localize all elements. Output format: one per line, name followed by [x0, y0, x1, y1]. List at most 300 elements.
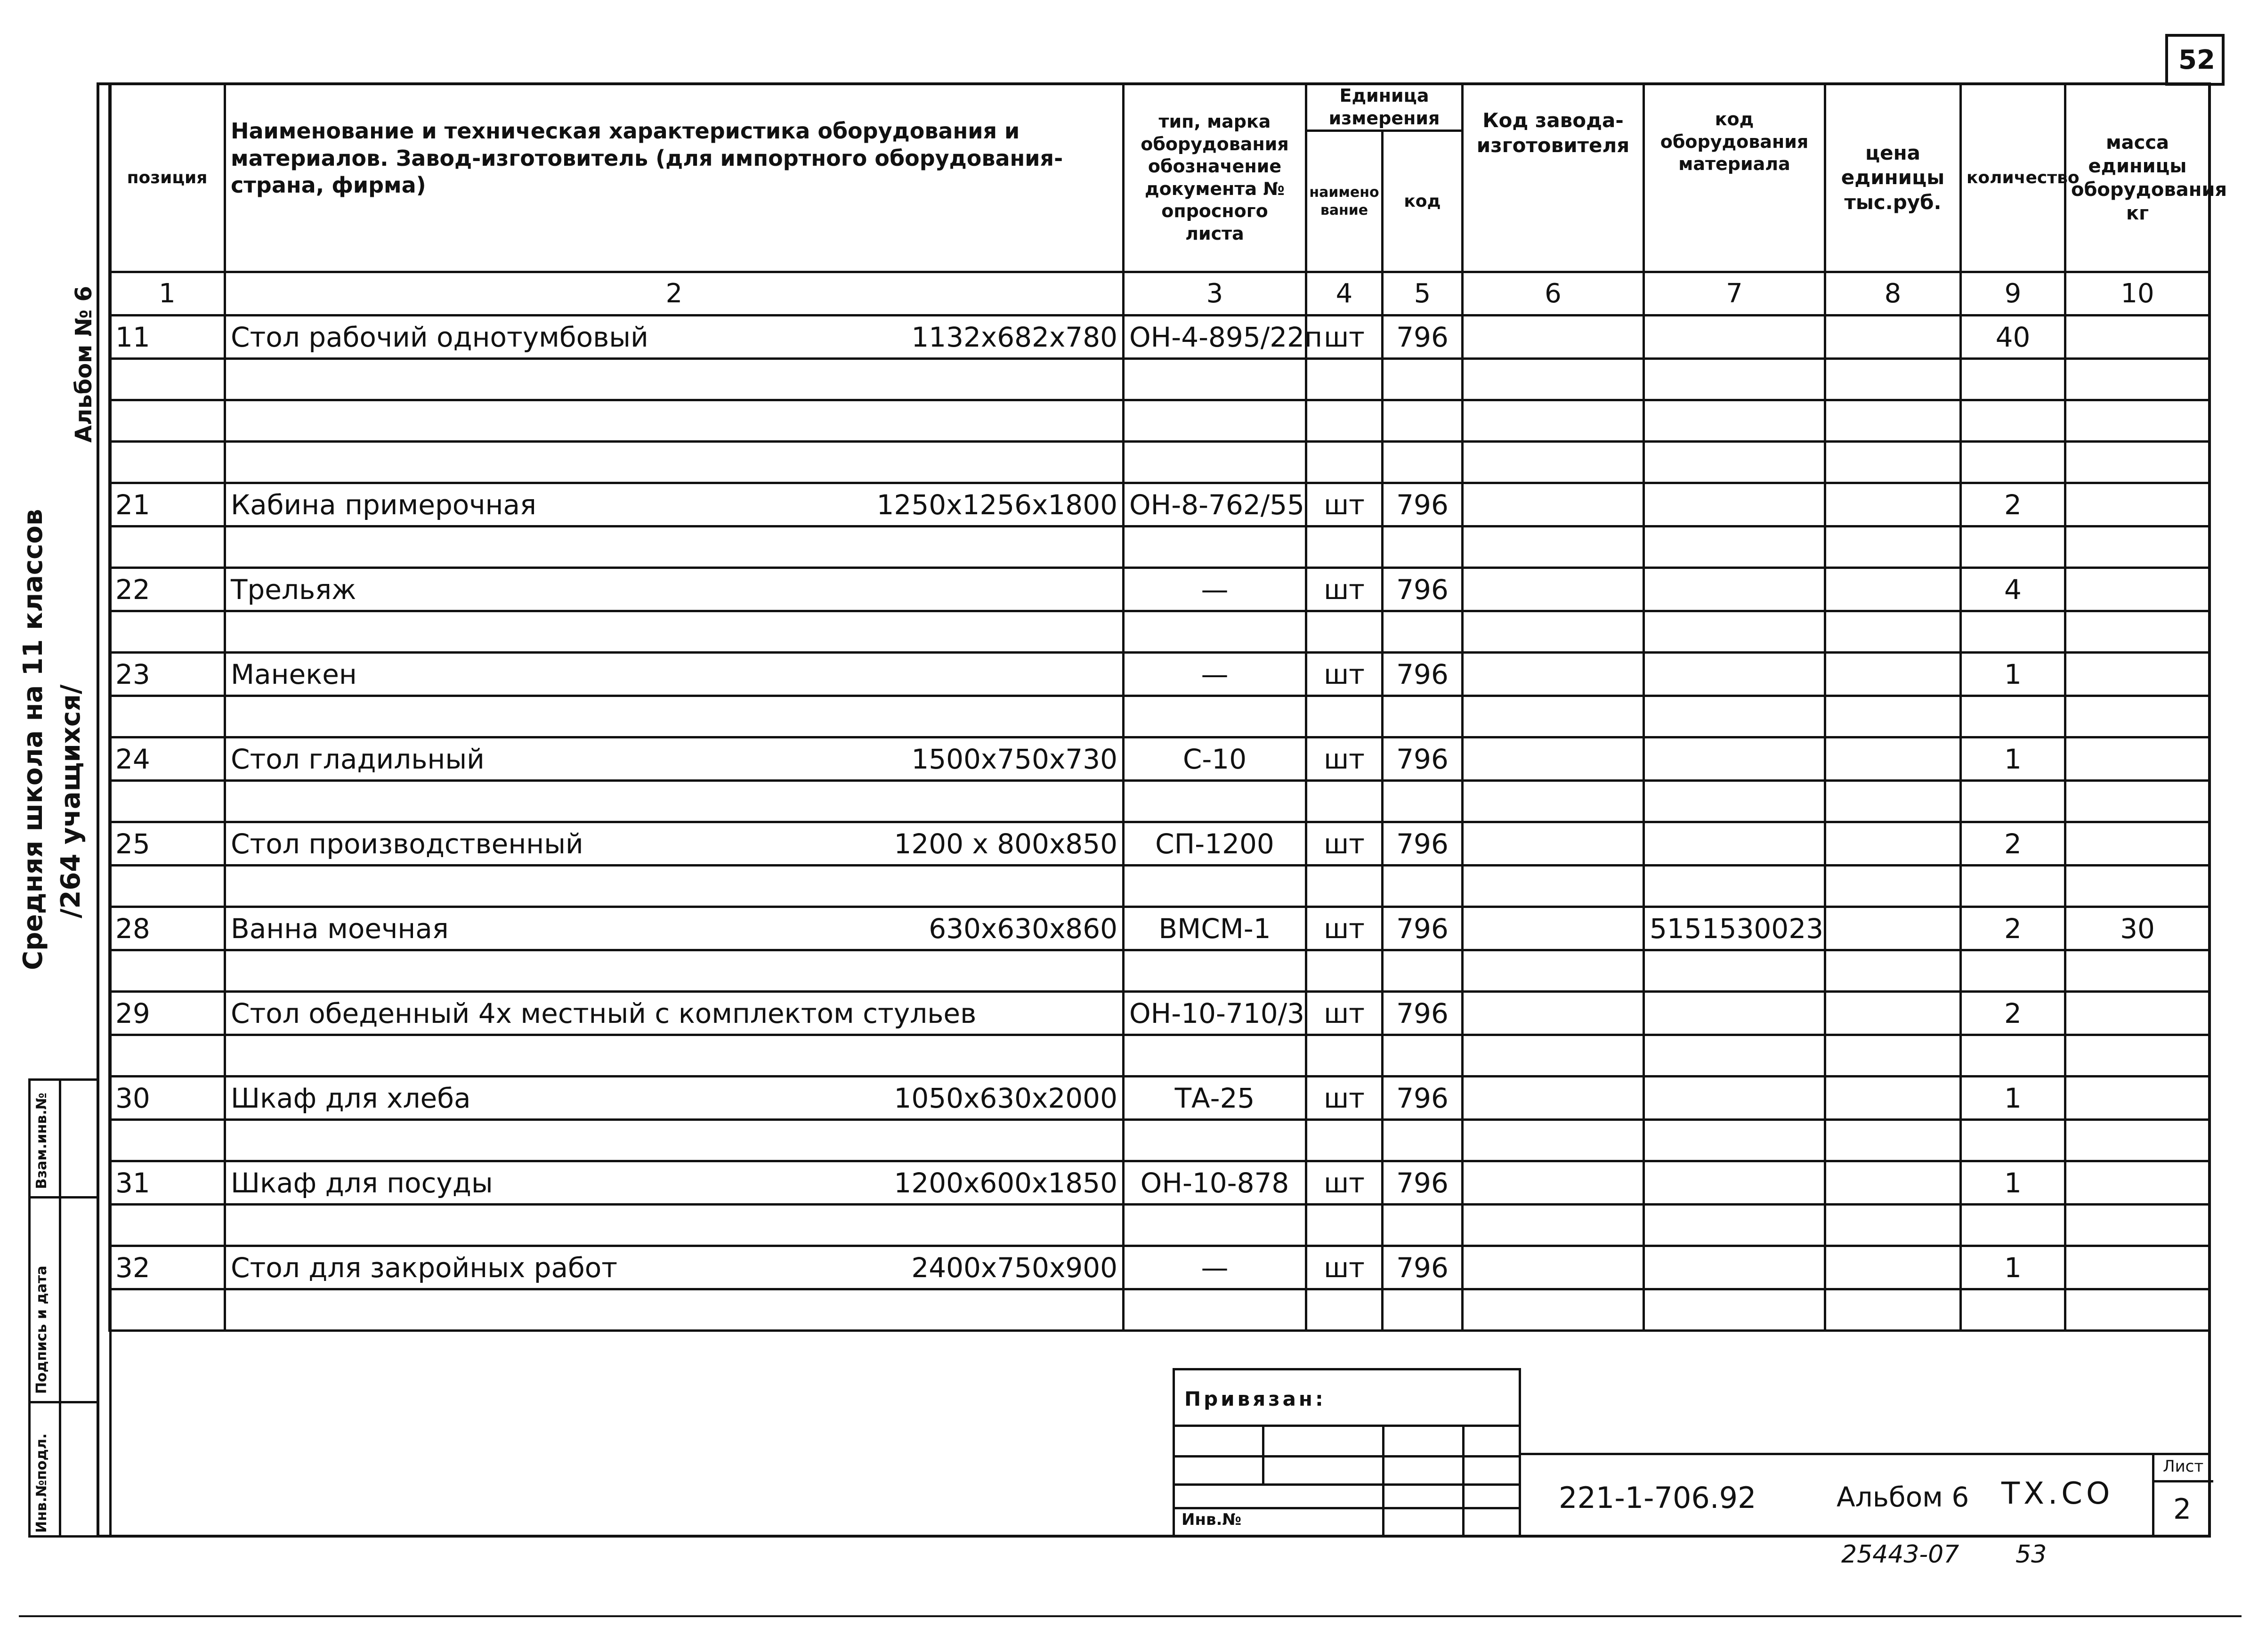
table-row — [110, 483, 2210, 526]
blank-cell — [2065, 611, 2210, 653]
cell-name — [225, 316, 1124, 359]
cell-plant — [1463, 1077, 1644, 1120]
header-unit-code: код — [1383, 131, 1463, 272]
colnum-2: 2 — [225, 272, 1124, 316]
cell-unit: шт — [1306, 737, 1383, 781]
cell-code: 796 — [1383, 568, 1463, 611]
colnum-10: 10 — [2065, 272, 2210, 316]
cell-price — [1825, 653, 1961, 696]
cell-qty: 1 — [1961, 1246, 2065, 1289]
cell-type: ОН-8-762/55 — [1124, 483, 1306, 526]
cell-plant — [1463, 483, 1644, 526]
blank-cell — [1383, 1289, 1463, 1331]
column-number-row — [110, 272, 2210, 316]
blank-cell — [1306, 400, 1383, 442]
blank-cell — [110, 526, 225, 568]
blank-cell — [225, 950, 1124, 992]
blank-cell — [1463, 400, 1644, 442]
item-name: Шкаф для хлеба — [231, 1082, 471, 1114]
blank-cell — [1306, 359, 1383, 400]
item-name: Стол обеденный 4х местный с комплектом стульев — [231, 997, 977, 1029]
cell-type: СП-1200 — [1124, 822, 1306, 866]
colnum-8: 8 — [1825, 272, 1961, 316]
cell-unit: шт — [1306, 1246, 1383, 1289]
item-name: Стол рабочий однотумбовый — [231, 321, 648, 353]
item-name: Кабина примерочная — [231, 488, 536, 521]
blank-cell — [110, 696, 225, 737]
blank-cell — [110, 400, 225, 442]
cell-price — [1825, 992, 1961, 1035]
header-mass: масса единицы оборудования кг — [2065, 84, 2210, 272]
blank-cell — [110, 611, 225, 653]
blank-cell — [1383, 866, 1463, 907]
blank-cell — [225, 611, 1124, 653]
blank-cell — [225, 442, 1124, 483]
item-dims: 1132x682x780 — [911, 321, 1117, 353]
blank-cell — [2065, 1120, 2210, 1161]
blank-row — [110, 1120, 2210, 1161]
blank-cell — [1463, 611, 1644, 653]
blank-cell — [110, 1120, 225, 1161]
sheet-box-line — [2154, 1480, 2213, 1482]
cell-unit: шт — [1306, 568, 1383, 611]
cell-unit: шт — [1306, 653, 1383, 696]
cell-type: ОН-10-878 — [1124, 1161, 1306, 1205]
item-dims: 1200 x 800x850 — [894, 827, 1117, 860]
blank-cell — [1124, 1289, 1306, 1331]
blank-row — [110, 696, 2210, 737]
cell-mass — [2065, 316, 2210, 359]
blank-row — [110, 1035, 2210, 1077]
blank-row — [110, 359, 2210, 400]
blank-cell — [1124, 781, 1306, 822]
cell-plant — [1463, 316, 1644, 359]
cell-type: — — [1124, 568, 1306, 611]
blank-cell — [1961, 950, 2065, 992]
blank-cell — [1961, 1035, 2065, 1077]
cell-name — [225, 1161, 1124, 1205]
cell-price — [1825, 568, 1961, 611]
left-stamp-podpis: Подпись и дата — [33, 1265, 50, 1394]
stamp-line-d — [1175, 1507, 1519, 1509]
blank-cell — [1383, 1120, 1463, 1161]
blank-cell — [1124, 400, 1306, 442]
blank-cell — [225, 526, 1124, 568]
blank-cell — [1124, 866, 1306, 907]
table-row — [110, 1161, 2210, 1205]
cell-code: 796 — [1383, 1161, 1463, 1205]
cell-type: — — [1124, 1246, 1306, 1289]
blank-row — [110, 950, 2210, 992]
blank-cell — [1961, 526, 2065, 568]
blank-cell — [1383, 400, 1463, 442]
blank-cell — [1644, 781, 1825, 822]
cell-equip — [1644, 316, 1825, 359]
cell-qty: 2 — [1961, 907, 2065, 950]
blank-cell — [1644, 1120, 1825, 1161]
item-name: Ванна моечная — [231, 912, 449, 945]
blank-cell — [1124, 611, 1306, 653]
cell-pos: 24 — [110, 737, 225, 781]
blank-cell — [2065, 1035, 2210, 1077]
cell-price — [1825, 316, 1961, 359]
blank-cell — [1383, 526, 1463, 568]
blank-cell — [1463, 442, 1644, 483]
blank-cell — [225, 696, 1124, 737]
blank-cell — [225, 359, 1124, 400]
cell-pos: 29 — [110, 992, 225, 1035]
cell-equip — [1644, 483, 1825, 526]
cell-mass — [2065, 1161, 2210, 1205]
cell-qty: 2 — [1961, 483, 2065, 526]
blank-cell — [1383, 950, 1463, 992]
footer-page: 53 — [2015, 1540, 2047, 1569]
item-dims: 1500x750x730 — [911, 743, 1117, 775]
table-row — [110, 316, 2210, 359]
cell-pos: 11 — [110, 316, 225, 359]
blank-cell — [1124, 696, 1306, 737]
blank-row — [110, 442, 2210, 483]
blank-cell — [1644, 400, 1825, 442]
page-number: 52 — [2178, 45, 2215, 75]
blank-row — [110, 866, 2210, 907]
sheet-number: 2 — [2173, 1493, 2192, 1526]
blank-cell — [110, 359, 225, 400]
table-body — [110, 316, 2210, 1331]
table-row — [110, 1246, 2210, 1289]
blank-cell — [1124, 526, 1306, 568]
cell-mass — [2065, 822, 2210, 866]
table-row — [110, 653, 2210, 696]
cell-code: 796 — [1383, 1246, 1463, 1289]
cell-equip — [1644, 822, 1825, 866]
cell-name — [225, 568, 1124, 611]
page-number-box — [2165, 34, 2225, 86]
blank-cell — [1383, 1035, 1463, 1077]
blank-cell — [225, 1205, 1124, 1246]
blank-cell — [110, 1205, 225, 1246]
blank-cell — [1383, 1205, 1463, 1246]
cell-equip — [1644, 568, 1825, 611]
stamp-line-c — [1175, 1483, 1519, 1486]
inv-label: Инв.№ — [1182, 1510, 1242, 1529]
cell-equip — [1644, 1077, 1825, 1120]
colnum-3: 3 — [1124, 272, 1306, 316]
blank-cell — [1825, 1205, 1961, 1246]
cell-unit: шт — [1306, 907, 1383, 950]
header-pos: позиция — [110, 84, 225, 272]
cell-name — [225, 907, 1124, 950]
stamp-top-line — [1521, 1453, 2211, 1455]
cell-equip: 5151530023 — [1644, 907, 1825, 950]
cell-mass — [2065, 1077, 2210, 1120]
blank-cell — [1383, 611, 1463, 653]
blank-cell — [1124, 1035, 1306, 1077]
blank-cell — [225, 1289, 1124, 1331]
blank-cell — [1306, 866, 1383, 907]
header-unit-name: наименование — [1306, 131, 1383, 272]
blank-cell — [225, 866, 1124, 907]
header-row-1 — [110, 84, 2210, 131]
stamp-vline-b — [1382, 1425, 1384, 1538]
blank-cell — [1124, 950, 1306, 992]
header-price: цена единицы тыс.руб. — [1825, 84, 1961, 272]
cell-pos: 32 — [110, 1246, 225, 1289]
cell-mass — [2065, 568, 2210, 611]
cell-qty: 1 — [1961, 737, 2065, 781]
header-unit-group: Единица измерения — [1306, 84, 1463, 131]
cell-name — [225, 737, 1124, 781]
blank-row — [110, 1205, 2210, 1246]
blank-cell — [1463, 1205, 1644, 1246]
cell-plant — [1463, 822, 1644, 866]
blank-cell — [1644, 1205, 1825, 1246]
blank-cell — [1961, 1289, 2065, 1331]
left-stamp-vzam: Взам.инв.№ — [33, 1093, 50, 1189]
cell-unit: шт — [1306, 483, 1383, 526]
blank-cell — [1825, 781, 1961, 822]
blank-cell — [1306, 1120, 1383, 1161]
blank-cell — [1825, 611, 1961, 653]
blank-cell — [110, 1289, 225, 1331]
blank-cell — [1825, 442, 1961, 483]
blank-cell — [1825, 950, 1961, 992]
blank-cell — [1383, 359, 1463, 400]
sheet-label: Лист — [2163, 1457, 2204, 1476]
cell-mass — [2065, 483, 2210, 526]
header-equip-code: код оборудования материала — [1644, 84, 1825, 272]
cell-qty: 40 — [1961, 316, 2065, 359]
cell-price — [1825, 1161, 1961, 1205]
blank-cell — [2065, 950, 2210, 992]
cell-pos: 25 — [110, 822, 225, 866]
side-album: Альбом № 6 — [71, 286, 97, 443]
blank-cell — [1961, 696, 2065, 737]
blank-cell — [1463, 1035, 1644, 1077]
stamp-vline-c — [1462, 1425, 1465, 1538]
left-stamp-line-1 — [31, 1196, 97, 1199]
blank-cell — [1961, 1205, 2065, 1246]
sheet-box — [2152, 1453, 2211, 1538]
blank-cell — [2065, 1289, 2210, 1331]
blank-cell — [110, 866, 225, 907]
blank-row — [110, 781, 2210, 822]
colnum-7: 7 — [1644, 272, 1825, 316]
header-plant-code: Код завода-изготовителя — [1463, 84, 1644, 272]
cell-qty: 4 — [1961, 568, 2065, 611]
blank-cell — [1644, 866, 1825, 907]
cell-qty: 1 — [1961, 653, 2065, 696]
blank-cell — [1961, 611, 2065, 653]
specification-table — [108, 82, 2227, 1332]
table-row — [110, 737, 2210, 781]
cell-plant — [1463, 568, 1644, 611]
blank-cell — [1644, 442, 1825, 483]
blank-cell — [1825, 400, 1961, 442]
blank-cell — [1124, 359, 1306, 400]
item-name: Трельяж — [231, 573, 356, 606]
cell-mass — [2065, 653, 2210, 696]
cell-mass: 30 — [2065, 907, 2210, 950]
blank-cell — [2065, 1205, 2210, 1246]
blank-cell — [1463, 1120, 1644, 1161]
blank-cell — [1644, 611, 1825, 653]
table-row — [110, 992, 2210, 1035]
colnum-9: 9 — [1961, 272, 2065, 316]
blank-cell — [1961, 442, 2065, 483]
left-stamp-inv-podl: Инв.№подл. — [33, 1433, 50, 1533]
blank-cell — [1961, 866, 2065, 907]
blank-cell — [225, 781, 1124, 822]
cell-name — [225, 822, 1124, 866]
blank-cell — [1644, 1035, 1825, 1077]
blank-cell — [1825, 1289, 1961, 1331]
blank-cell — [1463, 866, 1644, 907]
blank-cell — [110, 442, 225, 483]
blank-cell — [1306, 1205, 1383, 1246]
blank-cell — [110, 1035, 225, 1077]
blank-cell — [1644, 1289, 1825, 1331]
blank-cell — [1383, 442, 1463, 483]
header-name: Наименование и техническая характеристика оборудования и материалов. Завод-изготовитель (для импортного оборудования- страна, фирма) — [225, 84, 1124, 272]
item-name: Манекен — [231, 658, 357, 690]
blank-cell — [1124, 1120, 1306, 1161]
blank-cell — [1124, 442, 1306, 483]
cell-unit: шт — [1306, 822, 1383, 866]
cell-mass — [2065, 1246, 2210, 1289]
blank-cell — [225, 400, 1124, 442]
cell-price — [1825, 737, 1961, 781]
blank-cell — [225, 1120, 1124, 1161]
cell-unit: шт — [1306, 992, 1383, 1035]
cell-type: ОН-4-895/22п — [1124, 316, 1306, 359]
cell-name — [225, 653, 1124, 696]
stamp-vline-a — [1262, 1425, 1264, 1483]
side-school-line2: /264 учащихся/ — [56, 684, 86, 918]
cell-type: ВМСМ-1 — [1124, 907, 1306, 950]
blank-cell — [2065, 359, 2210, 400]
left-stamp-divider — [59, 1081, 61, 1535]
blank-cell — [1306, 781, 1383, 822]
table-row — [110, 568, 2210, 611]
bottom-edge-line — [19, 1615, 2242, 1617]
blank-cell — [1306, 950, 1383, 992]
stamp-album: Альбом 6 — [1837, 1481, 1969, 1513]
cell-code: 796 — [1383, 483, 1463, 526]
cell-pos: 23 — [110, 653, 225, 696]
cell-mass — [2065, 992, 2210, 1035]
blank-cell — [1463, 359, 1644, 400]
cell-code: 796 — [1383, 822, 1463, 866]
blank-cell — [1961, 1120, 2065, 1161]
cell-pos: 21 — [110, 483, 225, 526]
header-qty: количество — [1961, 84, 2065, 272]
blank-cell — [1825, 696, 1961, 737]
stamp-line-b — [1175, 1455, 1519, 1458]
blank-cell — [2065, 866, 2210, 907]
blank-row — [110, 400, 2210, 442]
item-name: Стол для закройных работ — [231, 1251, 618, 1284]
blank-cell — [1644, 359, 1825, 400]
cell-type: ТА-25 — [1124, 1077, 1306, 1120]
cell-equip — [1644, 1246, 1825, 1289]
blank-cell — [1961, 400, 2065, 442]
cell-unit: шт — [1306, 1161, 1383, 1205]
blank-cell — [1825, 1120, 1961, 1161]
blank-row — [110, 611, 2210, 653]
cell-plant — [1463, 737, 1644, 781]
cell-pos: 28 — [110, 907, 225, 950]
cell-qty: 2 — [1961, 992, 2065, 1035]
blank-cell — [1463, 950, 1644, 992]
cell-pos: 30 — [110, 1077, 225, 1120]
blank-cell — [1306, 526, 1383, 568]
stamp-line-a — [1175, 1425, 1519, 1427]
blank-cell — [1383, 696, 1463, 737]
cell-type: — — [1124, 653, 1306, 696]
item-name: Шкаф для посуды — [231, 1166, 493, 1199]
cell-mass — [2065, 737, 2210, 781]
blank-cell — [1825, 866, 1961, 907]
title-block — [1173, 1368, 1521, 1538]
cell-code: 796 — [1383, 1077, 1463, 1120]
cell-qty: 1 — [1961, 1161, 2065, 1205]
privyazan-label: Привязан: — [1184, 1387, 1326, 1410]
blank-cell — [1463, 696, 1644, 737]
left-stamp-line-2 — [31, 1401, 97, 1403]
blank-cell — [110, 950, 225, 992]
blank-cell — [2065, 442, 2210, 483]
table-row — [110, 1077, 2210, 1120]
item-dims: 1200x600x1850 — [894, 1166, 1117, 1199]
blank-cell — [2065, 696, 2210, 737]
cell-code: 796 — [1383, 992, 1463, 1035]
cell-price — [1825, 1246, 1961, 1289]
blank-cell — [110, 781, 225, 822]
cell-type: С-10 — [1124, 737, 1306, 781]
item-dims: 2400x750x900 — [911, 1251, 1117, 1284]
colnum-4: 4 — [1306, 272, 1383, 316]
blank-cell — [1306, 696, 1383, 737]
item-dims: 1250x1256x1800 — [876, 488, 1117, 521]
blank-cell — [1644, 696, 1825, 737]
cell-pos: 31 — [110, 1161, 225, 1205]
cell-plant — [1463, 653, 1644, 696]
blank-cell — [1306, 442, 1383, 483]
cell-name — [225, 1077, 1124, 1120]
cell-code: 796 — [1383, 653, 1463, 696]
blank-cell — [2065, 526, 2210, 568]
cell-equip — [1644, 653, 1825, 696]
cell-plant — [1463, 992, 1644, 1035]
blank-row — [110, 1289, 2210, 1331]
item-dims: 1050x630x2000 — [894, 1082, 1117, 1114]
cell-qty: 1 — [1961, 1077, 2065, 1120]
blank-cell — [1644, 950, 1825, 992]
cell-price — [1825, 483, 1961, 526]
colnum-6: 6 — [1463, 272, 1644, 316]
colnum-1: 1 — [110, 272, 225, 316]
blank-row — [110, 526, 2210, 568]
table-row — [110, 907, 2210, 950]
item-name: Стол гладильный — [231, 743, 485, 775]
blank-cell — [1961, 359, 2065, 400]
blank-cell — [1463, 526, 1644, 568]
item-dims: 630x630x860 — [929, 912, 1117, 945]
item-name: Стол производственный — [231, 827, 583, 860]
blank-cell — [1463, 1289, 1644, 1331]
stamp-mark: ТХ.СО — [2001, 1476, 2114, 1511]
